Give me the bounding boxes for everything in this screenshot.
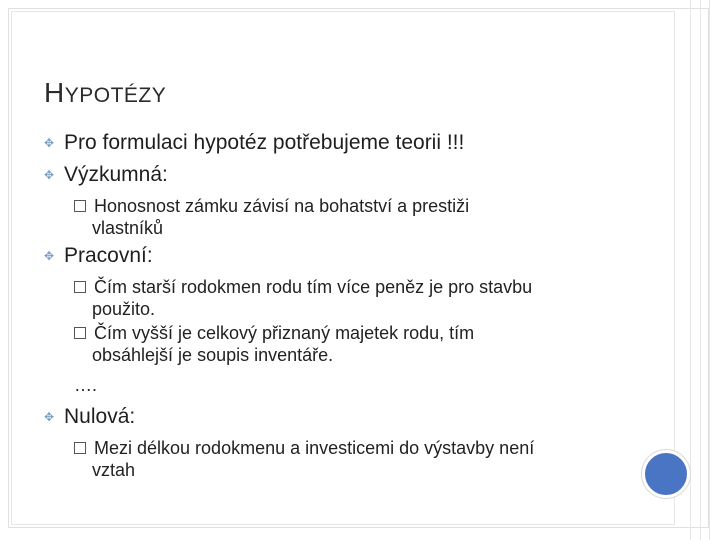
decor-line bbox=[690, 0, 691, 540]
bullet-item bbox=[42, 163, 168, 187]
diamond-bullet-icon: ✥ bbox=[43, 410, 55, 424]
title-initial: H bbox=[44, 77, 65, 108]
bullet-item bbox=[42, 244, 153, 268]
sub-bullet-item bbox=[74, 195, 634, 239]
sub-bullet-item bbox=[74, 276, 634, 320]
sub-bullet-text: Honosnost zámku závisí na bohatství a prestiži bbox=[94, 196, 470, 216]
decor-line bbox=[709, 0, 710, 540]
title-rest: YPOTÉZY bbox=[64, 84, 167, 107]
bullet-text: Pro formulaci hypotéz potřebujeme teorii !!! bbox=[64, 131, 465, 154]
slide-title bbox=[44, 77, 166, 109]
diamond-bullet-icon: ✥ bbox=[43, 136, 55, 150]
bullet-item bbox=[42, 131, 464, 155]
ellipsis-text: …. bbox=[74, 375, 98, 395]
checkbox-icon bbox=[74, 200, 86, 212]
decor-line bbox=[700, 0, 701, 540]
sub-bullet-text: vztah bbox=[92, 460, 136, 480]
decorative-circle bbox=[642, 450, 690, 498]
sub-bullet-text: Mezi délkou rodokmenu a investicemi do výstavby není bbox=[94, 438, 535, 458]
sub-bullet-text: Čím vyšší je celkový přiznaný majetek rodu, tím bbox=[94, 323, 475, 343]
bullet-text: Pracovní: bbox=[64, 244, 153, 267]
bullet-text: Nulová: bbox=[64, 405, 136, 428]
sub-bullet-text: vlastníků bbox=[92, 218, 164, 238]
sub-bullet-item bbox=[74, 437, 634, 481]
sub-bullet-text: Čím starší rodokmen rodu tím více peněz je pro stavbu bbox=[94, 277, 533, 297]
checkbox-icon bbox=[74, 327, 86, 339]
checkbox-icon bbox=[74, 281, 86, 293]
sub-bullet-text: použito. bbox=[92, 299, 156, 319]
bullet-text: Výzkumná: bbox=[64, 163, 168, 186]
bullet-item bbox=[42, 405, 135, 429]
diamond-bullet-icon: ✥ bbox=[43, 168, 55, 182]
sub-bullet-item bbox=[74, 322, 634, 366]
diamond-bullet-icon: ✥ bbox=[43, 249, 55, 263]
checkbox-icon bbox=[74, 442, 86, 454]
sub-bullet-text: obsáhlejší je soupis inventáře. bbox=[92, 345, 334, 365]
